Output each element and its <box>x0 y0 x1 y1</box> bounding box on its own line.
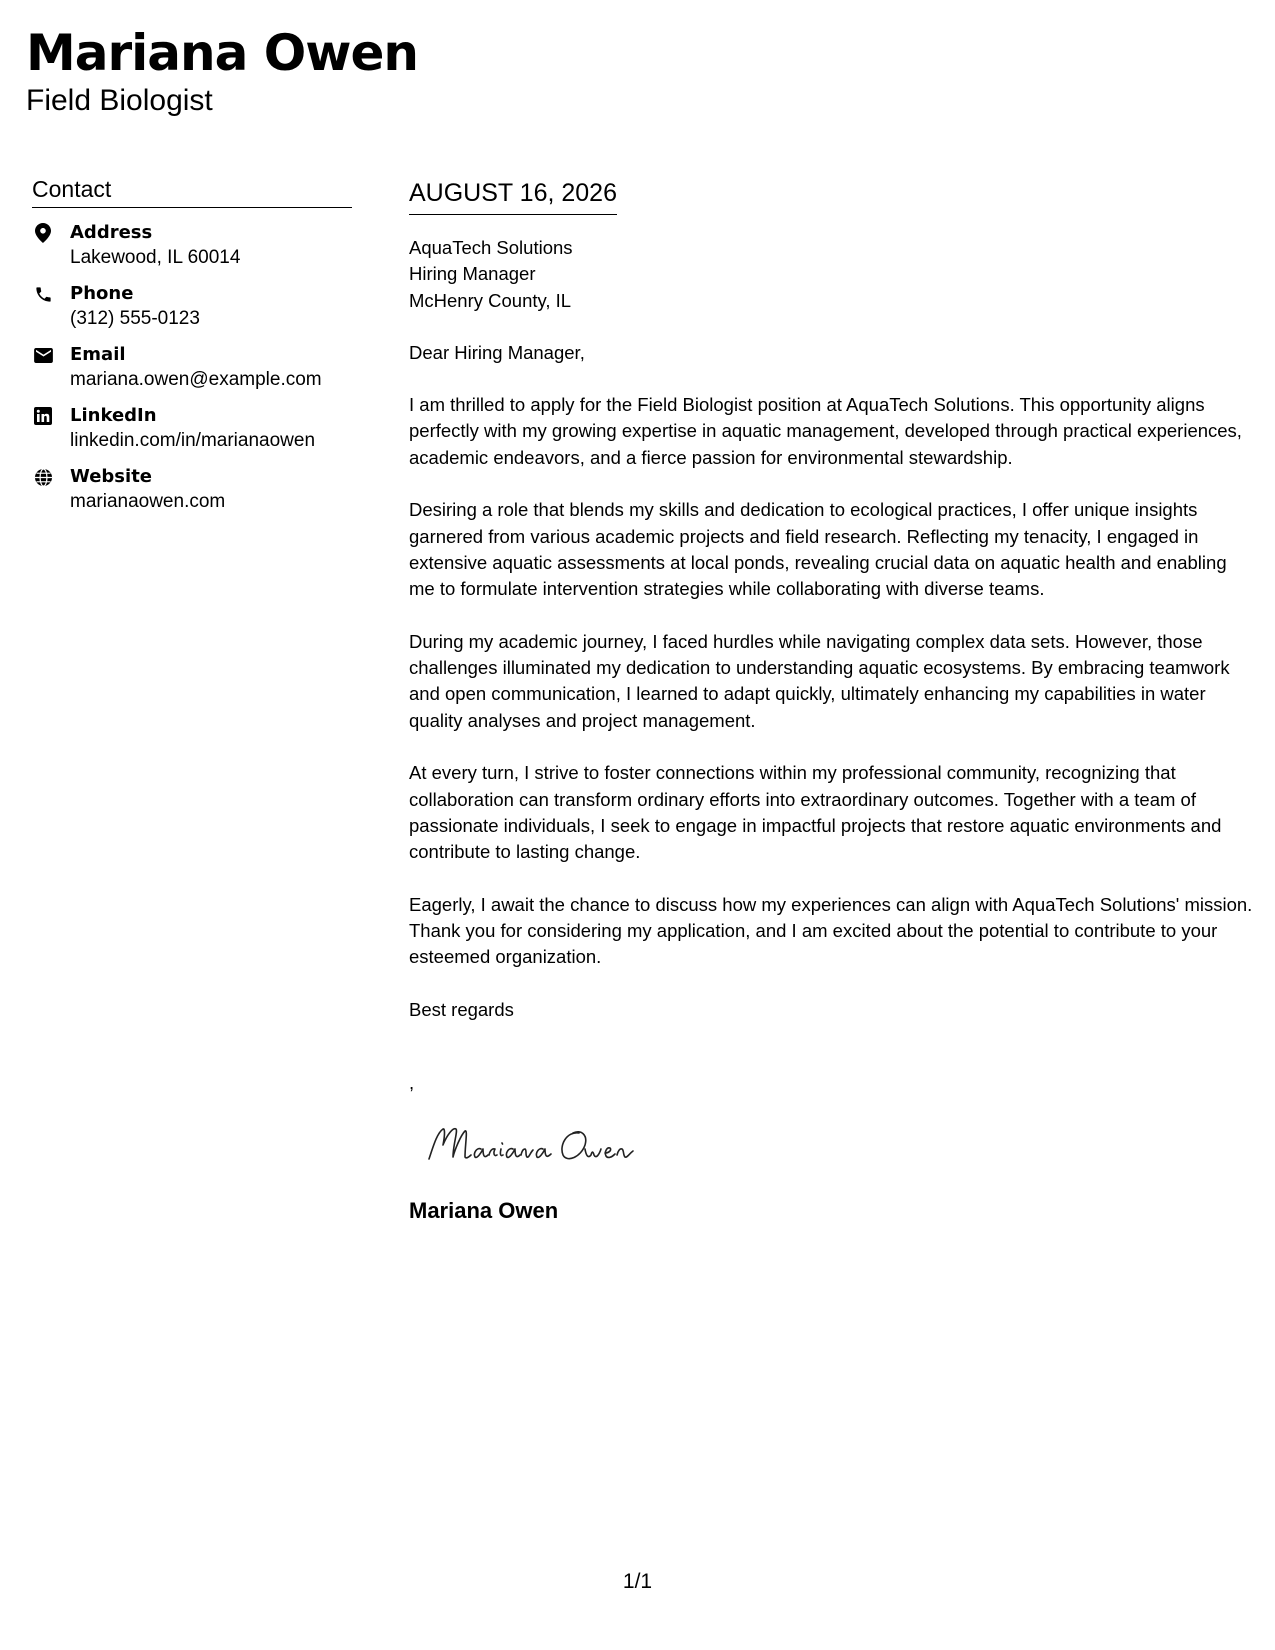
contact-website <box>32 464 352 514</box>
recipient-block <box>409 235 1254 314</box>
body-paragraph: Desiring a role that blends my skills and dedication to ecological practices, I offer unique insights garnered from various academic projects and field research. Reflecting my tenacity, I engaged in extensive aquatic assessments at local ponds, revealing crucial data on aquatic health and enabling me to formulate intervention strategies while collaborating with diverse teams. <box>409 499 1227 600</box>
location-pin-icon <box>32 222 54 244</box>
signer-name: Mariana Owen <box>409 1197 559 1223</box>
contact-phone <box>32 281 352 331</box>
contact-sidebar <box>32 175 352 525</box>
contact-label: Address <box>70 222 153 243</box>
body-paragraph: At every turn, I strive to foster connections within my professional community, recognizing that collaboration can transform ordinary efforts into extraordinary outcomes. Together with a team of passionate individuals, I seek to engage in impactful projects that restore aquatic environments and contribute to lasting change. <box>409 762 1222 863</box>
linkedin-icon <box>32 405 54 427</box>
contact-label: LinkedIn <box>70 405 157 426</box>
letter-body <box>409 177 1254 1225</box>
applicant-name: Mariana Owen <box>26 24 418 82</box>
closing: Best regards <box>409 999 514 1021</box>
closing-comma: , <box>409 1072 415 1094</box>
contact-label: Email <box>70 344 126 365</box>
body-paragraph: Eagerly, I await the chance to discuss how my experiences can align with AquaTech Solutions' mission. Thank you for considering my application, and I am excited about the potential to contribute to your esteemed organization. <box>409 893 1253 968</box>
body-paragraph: During my academic journey, I faced hurdles while navigating complex data sets. However, those challenges illuminated my dedication to understanding aquatic ecosystems. By embracing teamwork and open communication, I learned to adapt quickly, ultimately enhancing my capabilities in water quality analyses and project management. <box>409 630 1230 731</box>
recipient-role: Hiring Manager <box>409 263 536 285</box>
contact-value[interactable]: linkedin.com/in/marianaowen <box>70 430 316 451</box>
contact-address <box>32 220 352 270</box>
body-paragraph: I am thrilled to apply for the Field Biologist position at AquaTech Solutions. This opportunity aligns perfectly with my growing expertise in aquatic management, developed through practical experiences, academic endeavors, and a fierce passion for environmental stewardship. <box>409 394 1242 468</box>
phone-icon <box>32 283 54 305</box>
envelope-icon <box>32 344 54 366</box>
contact-label: Website <box>70 466 153 487</box>
contact-value: (312) 555-0123 <box>70 308 200 329</box>
letter-date: AUGUST 16, 2026 <box>409 177 617 215</box>
contact-email <box>32 342 352 392</box>
globe-icon <box>32 466 54 488</box>
contact-label: Phone <box>70 283 134 304</box>
contact-value[interactable]: marianaowen.com <box>70 491 226 512</box>
contact-value[interactable]: mariana.owen@example.com <box>70 369 322 390</box>
document-header <box>26 22 418 118</box>
page-number: 1/1 <box>622 1570 653 1593</box>
handwritten-signature <box>423 1119 663 1173</box>
recipient-company: AquaTech Solutions <box>409 237 573 258</box>
salutation: Dear Hiring Manager, <box>409 341 585 363</box>
contact-heading: Contact <box>32 175 352 208</box>
contact-value: Lakewood, IL 60014 <box>70 247 241 268</box>
contact-linkedin <box>32 403 352 453</box>
recipient-location: McHenry County, IL <box>409 289 572 311</box>
applicant-title: Field Biologist <box>26 84 213 117</box>
